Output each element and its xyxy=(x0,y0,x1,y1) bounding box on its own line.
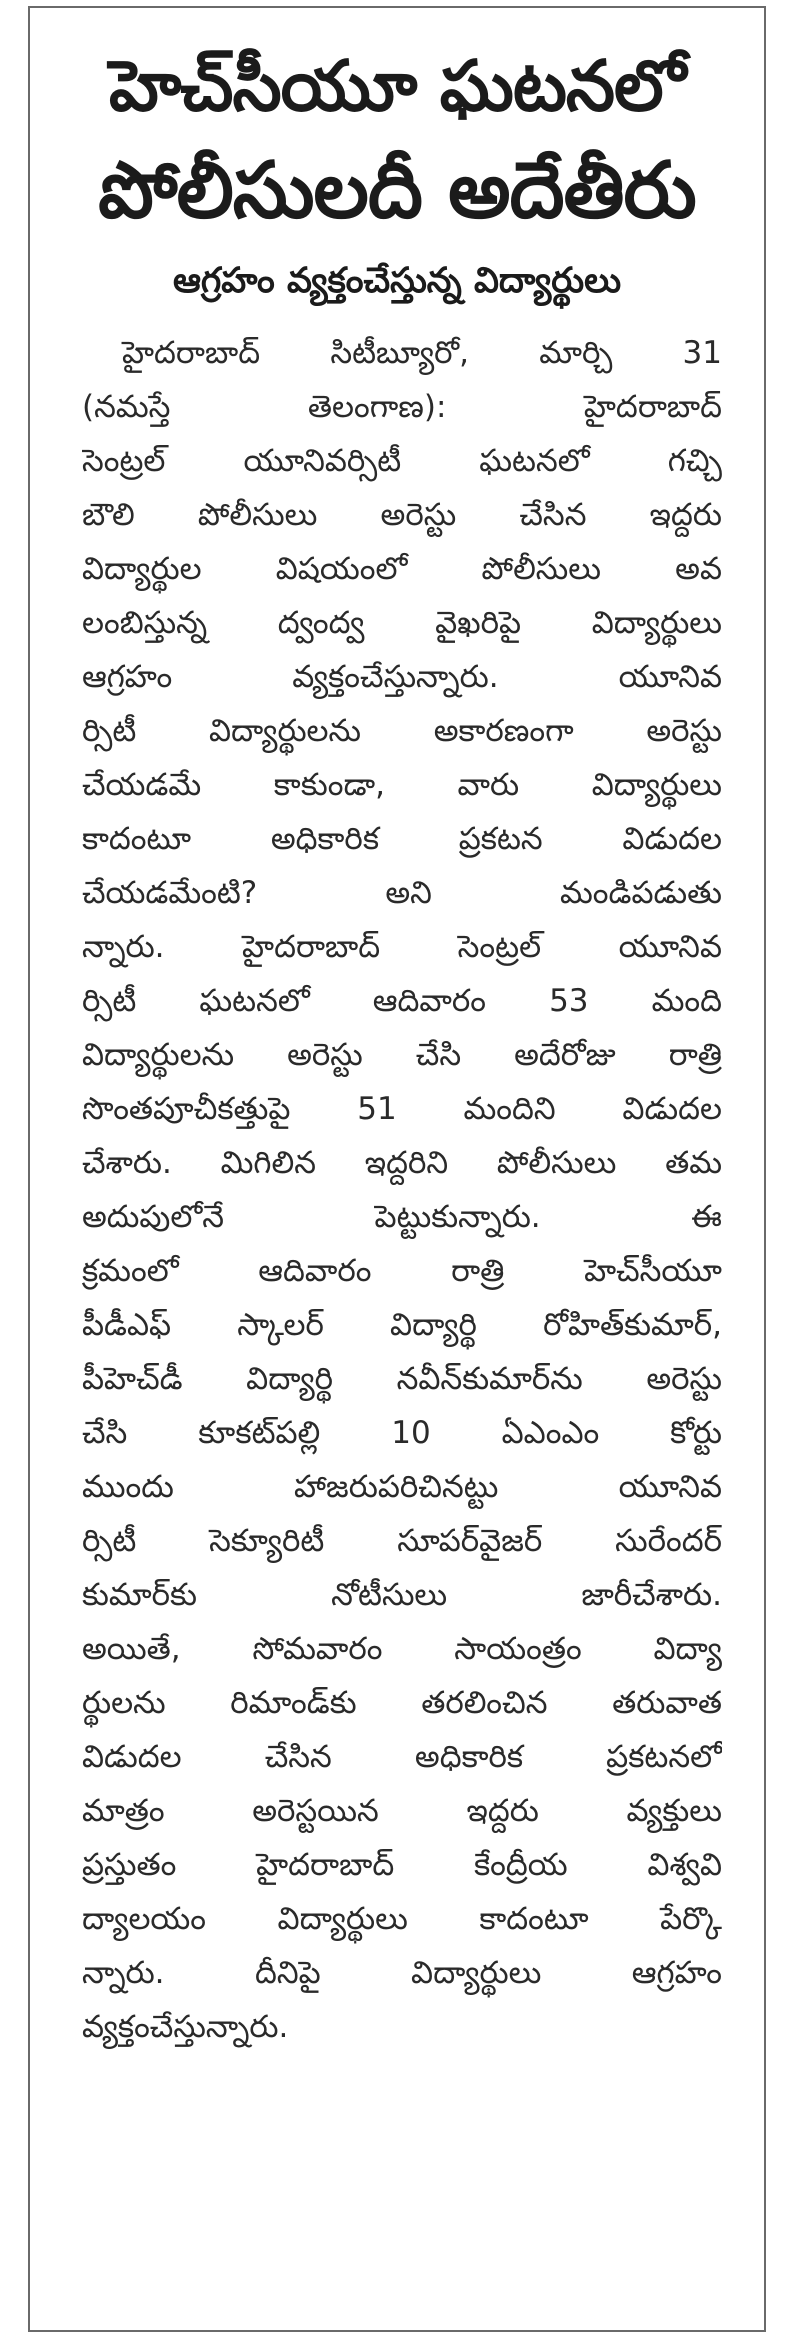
body-line: కాదంటూ అధికారిక ప్రకటన విడుదల xyxy=(82,821,722,857)
body-line: ర్సిటీ ఘటనలో ఆదివారం 53 మంది xyxy=(82,983,722,1019)
headline-line-1: హెచ్‌సీయూ ఘటనలో xyxy=(108,45,686,127)
body-line: క్రమంలో ఆదివారం రాత్రి హెచ్‌సీయూ xyxy=(82,1253,722,1289)
body-line: విడుదల చేసిన అధికారిక ప్రకటనలో xyxy=(82,1739,722,1775)
body-line: చేయడమే కాకుండా, వారు విద్యార్థులు xyxy=(82,767,722,803)
body-line: ద్యాలయం విద్యార్థులు కాదంటూ పేర్కొ xyxy=(82,1901,722,1937)
body-line: సొంతపూచీకత్తుపై 51 మందిని విడుదల xyxy=(82,1091,722,1127)
body-line: అదుపులోనే పెట్టుకున్నారు. ఈ xyxy=(82,1199,722,1235)
body-line: విద్యార్థుల విషయంలో పోలీసులు అవ xyxy=(82,551,722,587)
body-line: బౌలి పోలీసులు అరెస్టు చేసిన ఇద్దరు xyxy=(82,497,722,533)
article-body xyxy=(82,326,722,2054)
subheadline: ఆగ్రహం వ్యక్తంచేస్తున్న విద్యార్థులు xyxy=(172,261,622,301)
body-line: (నమస్తే తెలంగాణ): హైదరాబాద్ xyxy=(82,389,722,425)
article-frame xyxy=(28,6,766,2332)
body-line: సెంట్రల్ యూనివర్సిటీ ఘటనలో గచ్చి xyxy=(82,443,722,479)
body-line: ర్థులను రిమాండ్‌కు తరలించిన తరువాత xyxy=(82,1685,722,1721)
body-line: అయితే, సోమవారం సాయంత్రం విద్యా xyxy=(82,1631,722,1667)
body-line: ఆగ్రహం వ్యక్తంచేస్తున్నారు. యూనివ xyxy=(82,659,722,695)
body-line: న్నారు. హైదరాబాద్ సెంట్రల్ యూనివ xyxy=(82,929,722,965)
body-line: ర్సిటీ సెక్యూరిటీ సూపర్‌వైజర్ సురేందర్ xyxy=(82,1523,722,1559)
body-line: హైదరాబాద్ సిటీబ్యూరో, మార్చి 31 xyxy=(122,335,722,371)
body-line: పీడీఎఫ్ స్కాలర్ విద్యార్థి రోహిత్‌కుమార్, xyxy=(82,1307,722,1343)
body-line: వ్యక్తంచేస్తున్నారు. xyxy=(82,2009,289,2045)
body-line: కుమార్‌కు నోటీసులు జారీచేశారు. xyxy=(82,1577,722,1613)
body-line: ప్రస్తుతం హైదరాబాద్ కేంద్రీయ విశ్వవి xyxy=(82,1847,722,1883)
body-line: చేసి కూకట్‌పల్లి 10 ఏఎంఎం కోర్టు xyxy=(82,1415,722,1451)
headline-line-2: పోలీసులదీ అదేతీరు xyxy=(98,146,696,236)
body-line: ర్సిటీ విద్యార్థులను అకారణంగా అరెస్టు xyxy=(82,713,722,749)
body-line: లంబిస్తున్న ద్వంద్వ వైఖరిపై విద్యార్థులు xyxy=(82,605,722,641)
body-line: న్నారు. దీనిపై విద్యార్థులు ఆగ్రహం xyxy=(82,1955,722,1991)
body-line: పీహెచ్‌డీ విద్యార్థి నవీన్‌కుమార్‌ను అరెస్టు xyxy=(82,1361,722,1397)
body-line: చేయడమేంటి? అని మండిపడుతు xyxy=(82,875,722,911)
body-line: చేశారు. మిగిలిన ఇద్దరిని పోలీసులు తమ xyxy=(82,1145,722,1181)
body-line: విద్యార్థులను అరెస్టు చేసి అదేరోజు రాత్రి xyxy=(82,1037,722,1073)
body-line: ముందు హాజరుపరిచినట్టు యూనివ xyxy=(82,1469,722,1505)
body-line: మాత్రం అరెస్టయిన ఇద్దరు వ్యక్తులు xyxy=(82,1793,722,1829)
